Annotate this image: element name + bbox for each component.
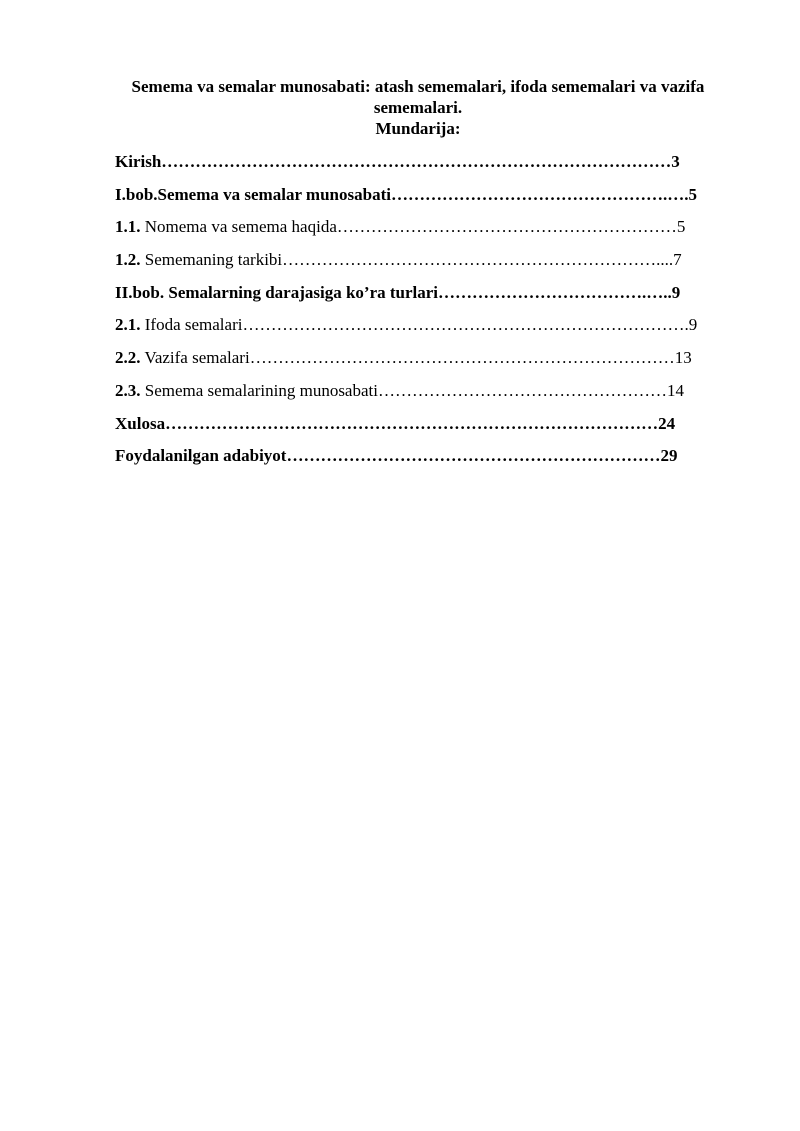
toc-entry-chapter-2 xyxy=(115,281,745,314)
toc-entry-section-2-2 xyxy=(115,346,745,379)
toc-entry-number: 2.1. xyxy=(115,315,141,335)
document-title: Semema va semalar munosabati: atash sememalari, ifoda sememalari va vazifa sememalari. xyxy=(131,77,705,117)
toc-entry-text: Nomema va semema haqida……………………………………………………5 xyxy=(140,217,686,237)
toc-entry-text: Foydalanilgan adabiyot…………………………………………………………29 xyxy=(115,446,678,466)
toc-entry-text: Xulosa……………………………………………………………………………24 xyxy=(115,413,676,433)
toc-entry-text: I.bob.Semema va semalar munosabati………………………………………….….5 xyxy=(115,184,697,204)
toc-entry-number: 2.3. xyxy=(115,380,141,400)
toc-entry-number: 1.2. xyxy=(115,250,141,270)
toc-entry-xulosa xyxy=(115,412,745,445)
table-of-contents xyxy=(115,150,745,477)
toc-entry-text: II.bob. Semalarning darajasiga ko’ra turlari……………………………….…..9 xyxy=(115,282,681,302)
toc-entry-chapter-1 xyxy=(115,183,745,216)
toc-entry-text: Ifoda semalari…………………………………………………………………….9 xyxy=(140,315,698,335)
toc-entry-section-2-1 xyxy=(115,313,745,346)
toc-entry-section-1-1 xyxy=(115,215,745,248)
toc-entry-kirish xyxy=(115,150,745,183)
toc-heading: Mundarija: xyxy=(375,119,461,138)
toc-entry-text: Sememaning tarkibi…………………………………………………………....7 xyxy=(140,250,682,270)
toc-entry-number: 1.1. xyxy=(115,217,141,237)
document-title-block xyxy=(118,76,718,139)
toc-entry-text: Kirish………………………………………………………………………………3 xyxy=(115,152,680,171)
toc-entry-text: Semema semalarining munosabati……………………………………………14 xyxy=(140,380,684,400)
toc-entry-section-1-2 xyxy=(115,248,745,281)
toc-entry-text: Vazifa semalari…………………………………………………………………13 xyxy=(140,348,692,368)
toc-entry-number: 2.2. xyxy=(115,348,141,368)
toc-entry-section-2-3 xyxy=(115,379,745,412)
toc-entry-bibliography xyxy=(115,444,745,477)
